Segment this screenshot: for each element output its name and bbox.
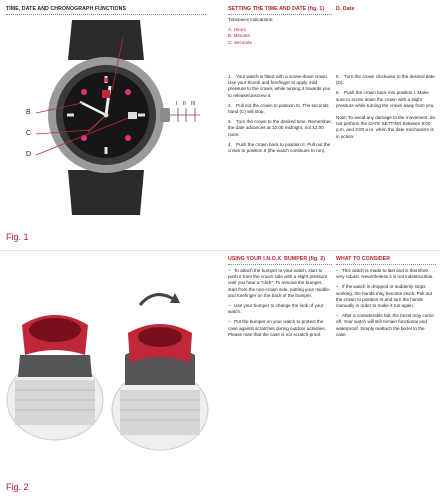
- callout-pos-i: I: [176, 101, 178, 107]
- callout-c: C: [26, 130, 32, 137]
- setting-title: SETTING THE TIME AND DATE (fig. 1): [228, 6, 325, 12]
- watch-illustration: [0, 20, 215, 235]
- bumper-title: USING YOUR I.N.O.X. BUMPER (fig. 2): [228, 256, 326, 262]
- callout-a: A: [118, 30, 123, 37]
- setting-step: 4. Push the crown back to position II. Pull out the crown to position II (the watch continues to run).: [228, 141, 331, 154]
- callout-pos-iii: III: [191, 101, 196, 107]
- watch-logo-shield: [102, 90, 110, 98]
- bumper-title-rule: [228, 264, 332, 265]
- attach-arrow: [140, 295, 175, 305]
- setting-title-rule: [228, 14, 332, 15]
- bumper-item: – Put the bumper on your watch to protect the case against scratches during outdoor activities. Please note that the case is not scratch-proof.: [228, 319, 326, 337]
- bumper-list: [228, 268, 332, 342]
- watch-left: [7, 315, 103, 440]
- setting-step: 5. Turn the crown clockwise to the desired date (D).: [336, 74, 435, 86]
- watch-right: [112, 293, 208, 450]
- consider-item: – After a considerable fall, the bezel may come off. Your watch will still remain functional and waterproof. Simply reattach the bezel to the case.: [336, 313, 434, 337]
- watch-strap-bottom: [68, 170, 144, 215]
- fig2-label: Fig. 2: [6, 482, 29, 492]
- consider-item: – If the watch is dropped or suddenly stops working, the hands may become stuck. Pull out the crown to position III and turn the hands manually in order to make it run again.: [336, 284, 433, 309]
- watch-crown: [160, 108, 170, 122]
- fig1-title: TIME, DATE AND CHRONOGRAPH FUNCTIONS: [6, 6, 127, 12]
- setting-steps-right: [336, 74, 436, 144]
- indicator-seconds: C. Seconds: [228, 39, 252, 45]
- watch-strap-top: [68, 20, 144, 60]
- indicators-title: Timepiece indications:: [228, 17, 274, 22]
- callout-b: B: [26, 109, 31, 116]
- consider-item: – This watch is made to last and is therefore very robust. Nevertheless it is not indestructible.: [336, 268, 434, 280]
- setting-step: 6. Push the crown back into position I. Make sure to screw down the crown with a slight pressure while turning the crown away from you.: [336, 90, 435, 108]
- consider-title-rule: [336, 264, 436, 265]
- setting-step: 1. Your watch is fitted with a screw-down crown. Use your thumb and forefinger to apply mild pressure to the crown, while turning it towards you to release/unscrew it.: [228, 74, 331, 98]
- indicator-hours: A. Hours: [228, 27, 246, 33]
- setting-note: Note: To avoid any damage to the movement, do not perform the DATE SETTING between 9:00 p.m. and 3:00 a.m. when the date mechanism is in action.: [336, 115, 435, 139]
- consider-list: [336, 268, 436, 342]
- setting-indicators: [228, 17, 332, 46]
- consider-title: WHAT TO CONSIDER: [336, 256, 391, 262]
- callout-d: D: [26, 151, 32, 158]
- bumper-item: – Use your bumper to change the look of your watch.: [228, 303, 324, 315]
- bumper-item: – To attach the bumper to your watch, start to push it from the crown side with a slight pressure until you hear a "click". To remove the bumper, start from the non-crown side, putting your middle- and forefinger on the back of the bumper.: [228, 268, 331, 298]
- watch-date-window: [128, 112, 137, 119]
- indicator-minutes: B. Minutes: [228, 33, 250, 39]
- setting-step: 2. Pull out the crown to position III. The seconds hand (C) will stop.: [228, 102, 329, 115]
- setting-date-label: D. Date: [336, 6, 355, 12]
- fig1-title-rule: [6, 14, 206, 15]
- section-divider: [0, 250, 440, 251]
- callout-pos-ii: II: [183, 101, 186, 107]
- setting-steps-left: [228, 74, 332, 158]
- fig1-label: Fig. 1: [6, 232, 29, 242]
- setting-step: 3. Turn the crown to the desired time. Remember, the date advances at 12:00 midnight, not 12:00 noon.: [228, 119, 332, 137]
- bumper-illustration: [0, 285, 215, 470]
